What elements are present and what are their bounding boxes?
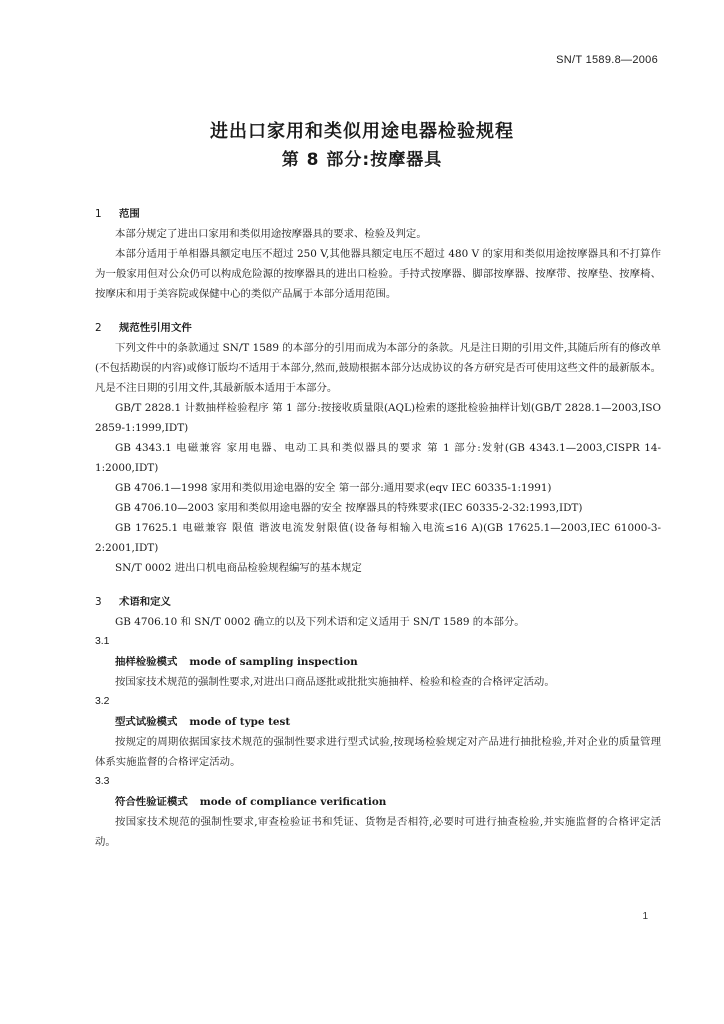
term-number: 3.1 bbox=[95, 636, 110, 647]
document-subtitle: 第 8 部分:按摩器具 bbox=[281, 150, 443, 170]
section-number: 1 bbox=[95, 208, 102, 220]
document-body bbox=[95, 204, 661, 852]
term-definition: 按国家技术规范的强制性要求,审查检验证书和凭证、货物是否相符,必要时可进行抽查检验,并实施监督的合格评定活动。 bbox=[95, 816, 661, 848]
reference-item: SN/T 0002 进出口机电商品检验规程编写的基本规定 bbox=[115, 562, 362, 574]
term-name-en: mode of type test bbox=[189, 716, 291, 728]
reference-item: GB 4706.10—2003 家用和类似用途电器的安全 按摩器具的特殊要求(IEC 60335-2-32:1993,IDT) bbox=[115, 502, 583, 514]
section-number: 3 bbox=[95, 596, 102, 608]
reference-item: GB 4706.1—1998 家用和类似用途电器的安全 第一部分:通用要求(eqv IEC 60335-1:1991) bbox=[115, 482, 552, 494]
term-name-cn: 型式试验模式 bbox=[115, 716, 178, 728]
term-number: 3.2 bbox=[95, 696, 110, 707]
reference-item: GB 4343.1 电磁兼容 家用电器、电动工具和类似器具的要求 第 1 部分:发射(GB 4343.1—2003,CISPR 14-1:2000,IDT) bbox=[95, 442, 661, 474]
term-name bbox=[95, 712, 661, 732]
standard-number: SN/T 1589.8—2006 bbox=[556, 54, 658, 66]
term-definition: 按规定的周期依据国家技术规范的强制性要求进行型式试验,按现场检验规定对产品进行抽批检验,并对企业的质量管理体系实施监督的合格评定活动。 bbox=[95, 736, 661, 768]
page-number: 1 bbox=[642, 911, 648, 922]
document-title: 进出口家用和类似用途电器检验规程 bbox=[210, 121, 514, 142]
term-name bbox=[95, 652, 661, 672]
section-title: 术语和定义 bbox=[119, 596, 171, 608]
term-name-en: mode of compliance verification bbox=[199, 796, 387, 808]
paragraph: 下列文件中的条款通过 SN/T 1589 的本部分的引用而成为本部分的条款。凡是注日期的引用文件,其随后所有的修改单(不包括勘误的内容)或修订版均不适用于本部分,然而,鼓励根据本部分达成协议的各方研究是否可使用这些文件的最新版本。凡是不注日期的引用文件,其最新版本适用于本部分。 bbox=[95, 342, 661, 394]
section-heading-terms bbox=[95, 592, 661, 612]
section-heading-normative-references bbox=[95, 318, 661, 338]
reference-item: GB 17625.1 电磁兼容 限值 谐波电流发射限值(设备每相输入电流≤16 A)(GB 17625.1—2003,IEC 61000-3-2:2001,IDT) bbox=[95, 522, 661, 554]
term-name-cn: 抽样检验模式 bbox=[115, 656, 178, 668]
section-number: 2 bbox=[95, 322, 102, 334]
section-title: 规范性引用文件 bbox=[119, 322, 192, 334]
term-name-en: mode of sampling inspection bbox=[189, 656, 358, 668]
paragraph: 本部分规定了进出口家用和类似用途按摩器具的要求、检验及判定。 bbox=[115, 228, 427, 240]
paragraph: GB 4706.10 和 SN/T 0002 确立的以及下列术语和定义适用于 SN/T 1589 的本部分。 bbox=[115, 616, 525, 628]
reference-item: GB/T 2828.1 计数抽样检验程序 第 1 部分:按接收质量限(AQL)检索的逐批检验抽样计划(GB/T 2828.1—2003,ISO 2859-1:1999,IDT) bbox=[95, 402, 661, 434]
section-heading-scope bbox=[95, 204, 661, 224]
term-name bbox=[95, 792, 661, 812]
term-name-cn: 符合性验证模式 bbox=[115, 796, 188, 808]
term-number: 3.3 bbox=[95, 776, 110, 787]
paragraph: 本部分适用于单相器具额定电压不超过 250 V,其他器具额定电压不超过 480 V 的家用和类似用途按摩器具和不打算作为一般家用但对公众仍可以构成危险源的按摩器具的进出口检验。手持式按摩器、脚部按摩器、按摩带、按摩垫、按摩椅、按摩床和用于美容院或保健中心的类似产品属于本部分适用范围。 bbox=[95, 248, 661, 300]
section-title: 范围 bbox=[119, 208, 140, 220]
term-definition: 按国家技术规范的强制性要求,对进出口商品逐批或批批实施抽样、检验和检查的合格评定活动。 bbox=[115, 676, 555, 688]
